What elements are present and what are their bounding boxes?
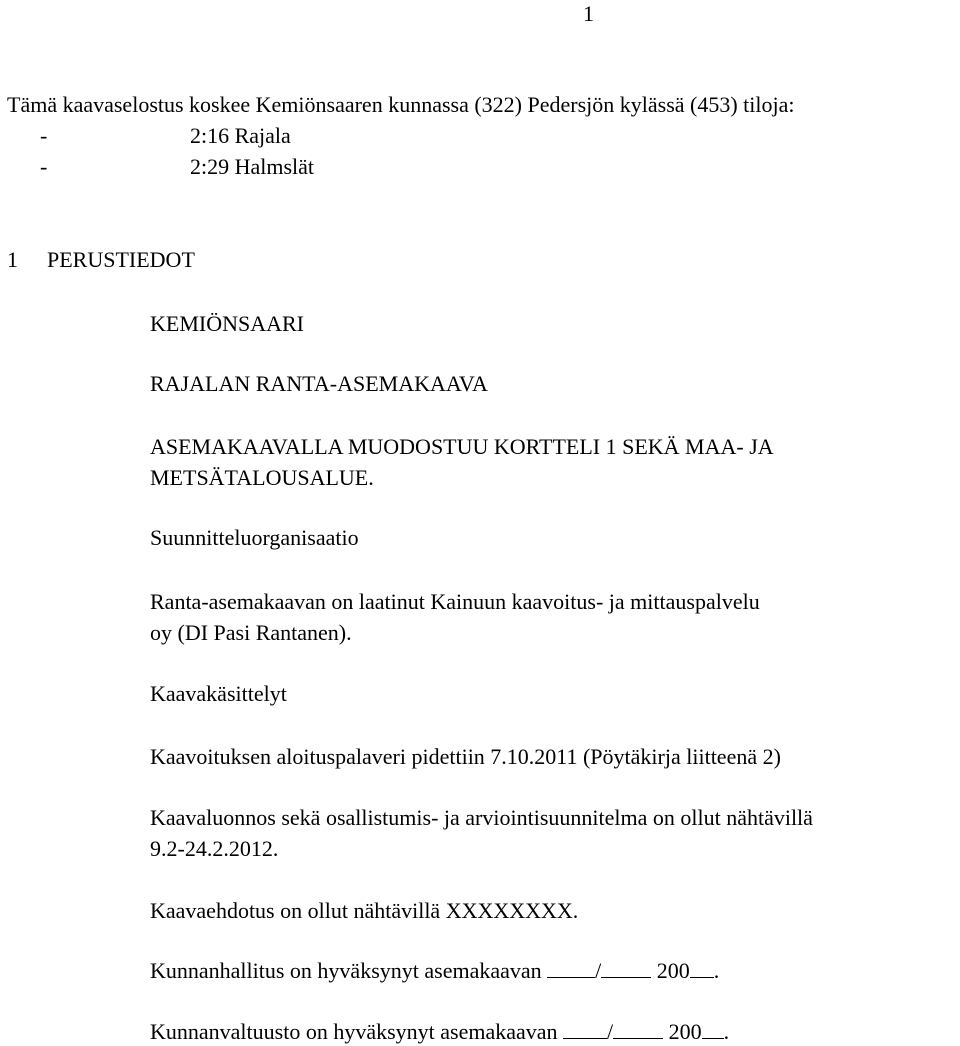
proposal-text: Kaavaehdotus on ollut nähtävillä XXXXXXXX. [150, 898, 579, 923]
org-line2: oy (DI Pasi Rantanen). [150, 620, 352, 645]
council-approval-line [150, 1018, 729, 1046]
org-heading: Suunnitteluorganisaatio [150, 525, 359, 550]
intro-text: Tämä kaavaselostus koskee Kemiönsaaren kunnassa (322) Pedersjön kylässä (453) tiloja: [7, 92, 795, 117]
draft-line1: Kaavaluonnos sekä osallistumis- ja arviointisuunnitelma on ollut nähtävillä [150, 805, 813, 830]
section-number: 1 [7, 247, 18, 272]
org-line1: Ranta-asemakaavan on laatinut Kainuun kaavoitus- ja mittauspalvelu [150, 589, 760, 614]
processing-heading: Kaavakäsittelyt [150, 681, 287, 706]
council-day-blank [563, 1020, 607, 1039]
start-meeting-text: Kaavoituksen aloituspalaveri pidettiin 7.10.2011 (Pöytäkirja liitteenä 2) [150, 744, 781, 769]
municipality-heading: KEMIÖNSAARI [150, 311, 304, 336]
property-rajala: 2:16 Rajala [190, 123, 291, 148]
plan-scope-line2: METSÄTALOUSALUE. [150, 465, 374, 490]
plan-scope-line1: ASEMAKAAVALLA MUODOSTUU KORTTELI 1 SEKÄ MAA- JA [150, 434, 774, 459]
council-month-blank [613, 1020, 663, 1039]
property-dash: - [40, 154, 48, 179]
board-end: . [713, 958, 720, 983]
council-approval-text: Kunnanvaltuusto on hyväksynyt asemakaavan [150, 1019, 558, 1044]
council-end: . [723, 1019, 730, 1044]
plan-name-heading: RAJALAN RANTA-ASEMAKAAVA [150, 371, 488, 396]
board-year-blank [690, 959, 714, 978]
property-halmslat: 2:29 Halmslät [190, 154, 315, 179]
council-year-blank [702, 1020, 724, 1039]
board-day-blank [547, 959, 595, 978]
draft-line2: 9.2-24.2.2012. [150, 836, 279, 861]
board-month-blank [601, 959, 651, 978]
section-title: PERUSTIEDOT [47, 247, 195, 272]
page-number: 1 [583, 1, 594, 26]
board-slash: / [595, 958, 602, 983]
board-approval-line [150, 957, 719, 985]
property-dash: - [40, 123, 48, 148]
council-year: 200 [668, 1019, 702, 1044]
council-slash: / [607, 1019, 614, 1044]
board-approval-text: Kunnanhallitus on hyväksynyt asemakaavan [150, 958, 542, 983]
board-year: 200 [656, 958, 690, 983]
